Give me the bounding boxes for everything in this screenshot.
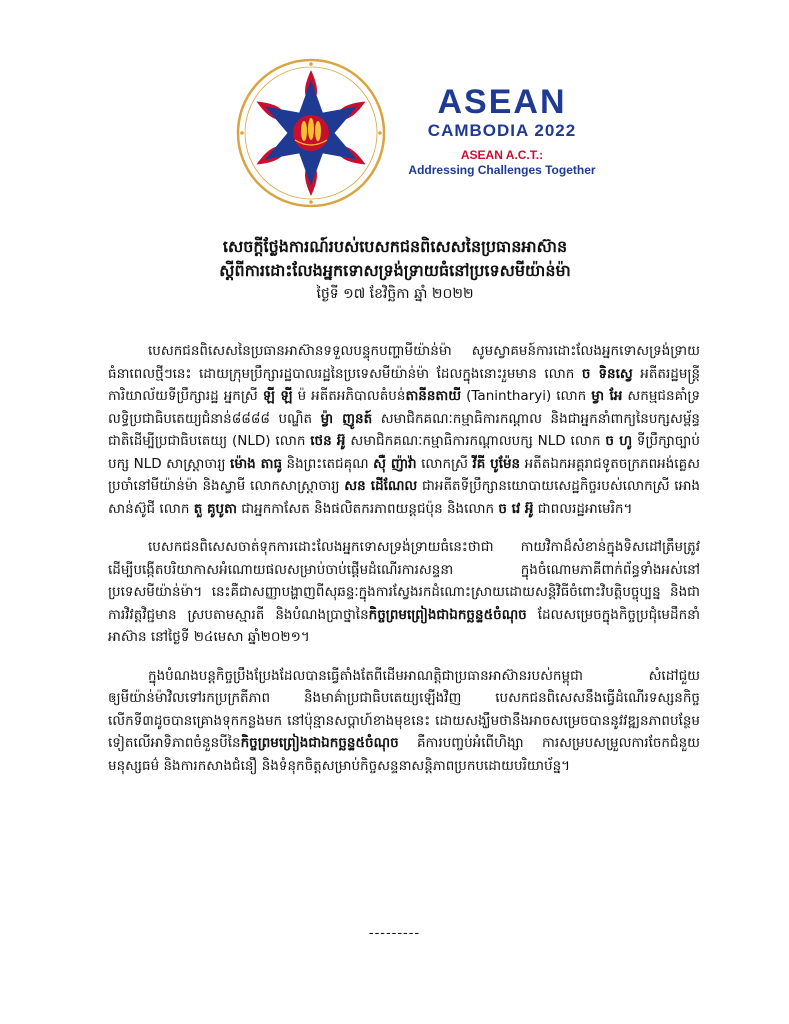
bold-name: ឡី ឡី: [262, 388, 293, 404]
text-run: ដែលសម្រេចក្នុងកិច្ចប្រជុំមេដឹកនាំអាស៊ាន នៅថ្ងៃទី ២៤មេសា ឆ្នាំ២០២១។: [108, 606, 700, 645]
end-separator: ---------: [368, 926, 421, 941]
bold-name: ថេន អ៊ូ: [310, 433, 346, 449]
text-run: លោកស្រី: [416, 455, 473, 472]
statement-subtitle: ស្តីពីការដោះលែងអ្នកទោសទ្រង់ទ្រាយធំនៅប្រទេសមីយ៉ាន់ម៉ា: [219, 261, 571, 280]
bold-name: តួ គូបូតា: [193, 500, 237, 517]
asean-cambodia-logo-icon: [236, 58, 386, 208]
bold-name: សន ដើណែល: [344, 478, 418, 494]
brand-tagline: Addressing Challenges Together: [408, 163, 596, 177]
paragraph-1: [108, 340, 700, 520]
text-run: (Tanintharyi) លោក: [461, 388, 592, 404]
statement-body: [108, 340, 700, 793]
brand-act: ASEAN A.C.T.:: [460, 148, 544, 162]
bold-name: ម្វា អែ: [591, 388, 623, 404]
bold-name: កិច្ចព្រមព្រៀងជាឯកច្ឆន្ទ៥ចំណុច: [368, 606, 527, 623]
text-run: អតីតឯកអគ្គរាជទូតចក្រភពអង់គ្លេសប្រចាំនៅមីយ៉ាន់ម៉ា និងស្វាមី លោកសាស្ត្រាចារ្យ: [108, 455, 701, 494]
text-run: ជាអ្នកកាសែត និងផលិតករភាពយន្តជប៉ុន និងលោក: [236, 500, 499, 517]
bold-name: ច វេ អ៊ូ: [498, 500, 534, 517]
brand-title: ASEAN: [437, 83, 567, 121]
text-run: ក្នុងបំណងបន្តកិច្ចប្រឹងប្រែងដែលបានធ្វើតាំងតែពីដើមអាណត្តិជាប្រធានអាស៊ានរបស់កម្ពុជា សំដៅជួយឲ្យមីយ៉ាន់ម៉ាវិលទៅរកប្រក្រតីភាព និងមាគ៌ាប្រជាធិបតេយ្យឡើងវិញ បេសកជនពិសេសនឹងធ្វើដំណើរទស្សនកិច្ចលើកទី៣ដូចបានគ្រោងទុកកន្លងមក នៅប៉ុន្មានសប្តាហ៍ខាងមុខនេះ ដោយសង្ឃឹមថានឹងអាចសម្រេចបាននូវវឌ្ឍនភាពបន្ថែមទៀតលើអាទិភាពចំនួនបីនៃ: [108, 667, 700, 751]
text-run: ជាអតីតទីប្រឹក្សានយោបាយសេដ្ឋកិច្ចរបស់លោកស្រី អោង សាន់ស៊ូជី លោក: [108, 478, 700, 517]
asean-cambodia-brand: [402, 84, 602, 178]
brand-subtitle: CAMBODIA 2022: [427, 121, 577, 140]
bold-name: តានីនតាយី: [405, 388, 462, 404]
bold-name: វីគី បូម៉ែន: [472, 455, 521, 472]
text-run: ជាពលរដ្ឋអាមេរិក។: [533, 500, 633, 517]
paragraph-2: [108, 536, 700, 649]
bold-name: ម៉្វា ញូនត៍: [320, 410, 373, 427]
paragraph-3: [108, 665, 700, 778]
text-run: សមាជិកគណៈកម្មាធិការកណ្តាល និងជាអ្នកនាំពាក្យនៃបក្សសម្ព័ន្ធជាតិដើម្បីប្រជាធិបតេយ្យ (NLD) លោក: [108, 410, 700, 449]
bold-name: ម៉ោង តាធូ: [230, 455, 283, 472]
text-run: បេសកជនពិសេសចាត់ទុកការដោះលែងអ្នកទោសទ្រង់ទ្រាយធំនេះថាជា កាយវិកាដ៏សំខាន់ក្នុងទិសដៅត្រឹមត្រូវ ដើម្បីបង្កើតបរិយាកាសអំណោយផលសម្រាប់ចាប់ផ្តើមដំណើរការសន្ទនា ក្នុងចំណោមភាគីពាក់ព័ន្ធទាំងអស់នៅប្រទេសមីយ៉ាន់ម៉ា។ នេះគឺជាសញ្ញាបង្ហាញពីសុឆន្ទៈក្នុងការស្វែងរកដំណោះស្រាយដោយសន្តិវិធីចំពោះវិបត្តិបច្ចុប្បន្ន និងជាការវិវត្តវិជ្ជមាន ស្របតាមស្មារតី និងបំណងប្រាថ្នានៃ: [108, 539, 700, 623]
bold-name: ស៊ឺ ញ៉ាវ៉ា: [373, 455, 417, 472]
text-run: អតីតរដ្ឋមន្ត្រីការិយាល័យទីប្រឹក្សារដ្ឋ អ្នកស្រី: [108, 365, 701, 404]
statement-title: សេចក្តីថ្លែងការណ៍របស់បេសកជនពិសេសនៃប្រធានអាស៊ាន: [222, 237, 568, 256]
bold-name: កិច្ចព្រមព្រៀងជាឯកច្ឆន្ទ៥ចំណុច: [240, 735, 399, 751]
text-run: គឺការបញ្ចប់អំពើហិង្សា ការសម្របសម្រួលការចែកជំនួយមនុស្សធម៌ និងការកសាងជំនឿ និងទំនុកចិត្តសម្រាប់កិច្ចសន្ទនាសន្តិភាពប្រកបដោយបរិយាប័ន្ន។: [108, 735, 700, 774]
bold-name: ច ទិនស្វេ: [581, 365, 633, 382]
text-run: សកម្មជនគាំទ្រលទ្ធិប្រជាធិបតេយ្យជំនាន់៨៨៨៨ បណ្ឌិត: [108, 388, 701, 427]
text-run: ម៉ អតីតអភិបាលតំបន់: [292, 388, 406, 404]
text-run: បេសកជនពិសេសនៃប្រធានអាស៊ានទទួលបន្ទុកបញ្ហាមីយ៉ាន់ម៉ា សូមស្វាគមន៍ការដោះលែងអ្នកទោសទ្រង់ទ្រាយធំនាពេលថ្មីៗនេះ ដោយក្រុមប្រឹក្សារដ្ឋបាលរដ្ឋនៃប្រទេសមីយ៉ាន់ម៉ា ដែលក្នុងនោះរួមមាន លោក: [108, 343, 700, 382]
text-run: ទីប្រឹក្សាច្បាប់បក្ស NLD សាស្ត្រាចារ្យ: [108, 433, 700, 472]
statement-date: ថ្ងៃទី ១៧ ខែវិច្ឆិកា ឆ្នាំ ២០២២: [316, 286, 474, 302]
bold-name: ច ហូ: [605, 433, 633, 449]
text-run: សមាជិកគណៈកម្មាធិការកណ្តាលបក្ស NLD លោក: [345, 433, 606, 449]
text-run: និងព្រះតេជគុណ: [282, 455, 374, 472]
